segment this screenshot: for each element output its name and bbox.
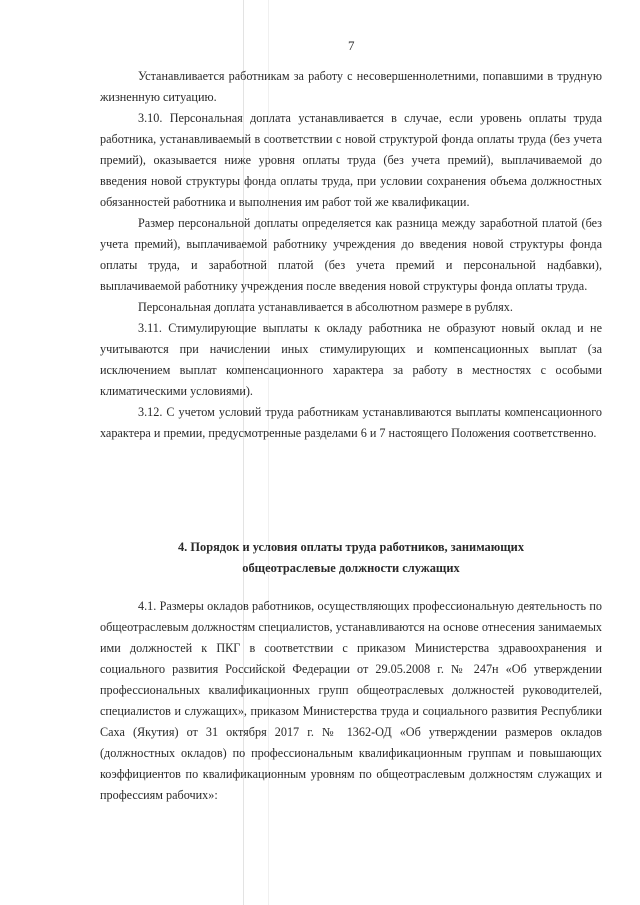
paragraph-3-11: 3.11. Стимулирующие выплаты к окладу работника не образуют новый оклад и не учитываются при начислении иных стимулирующих и компенсационных выплат (за исключением выплат компенсационного характера за работу в местностях с особыми климатическими условиями).	[100, 321, 602, 398]
paragraph-absolute-amount: Персональная доплата устанавливается в абсолютном размере в рублях.	[138, 300, 513, 314]
section-title	[100, 537, 602, 579]
body-text-top	[100, 66, 602, 444]
section-title-line-2: общеотраслевые должности служащих	[242, 561, 460, 575]
paragraph-3-10: 3.10. Персональная доплата устанавливается в случае, если уровень оплаты труда работника, устанавливаемый в соответствии с новой структурой фонда оплаты труда (без учета премий), оказывается ниже уровня оплаты труда (без учета премий), выплачиваемой до введения новой структуры фонда оплаты труда, при условии сохранения объема должностных обязанностей работника и выполнения им работ той же квалификации.	[100, 111, 602, 209]
page-number: 7	[348, 38, 355, 53]
section-title-line-1: 4. Порядок и условия оплаты труда работников, занимающих	[177, 540, 525, 554]
paragraph-minors: Устанавливается работникам за работу с несовершеннолетними, попавшими в трудную жизненную ситуацию.	[100, 69, 602, 104]
paragraph-4-1: 4.1. Размеры окладов работников, осуществляющих профессиональную деятельность по общеотраслевым должностям специалистов, устанавливаются на основе отнесения занимаемых ими должностей к ПКГ в соответствии с приказом Министерства здравоохранения и социального развития Российской Федерации от 29.05.2008 г. № 247н «Об утверждении профессиональных квалификационных групп общеотраслевых должностей руководителей, специалистов и служащих», приказом Министерства труда и социального развития Республики Саха (Якутия) от 31 октября 2017 г. № 1362-ОД «Об утверждении размеров окладов (должностных окладов) по профессиональным квалификационным группам и повышающих коэффициентов по квалификационным уровням по общеотраслевым должностям служащих и профессиям рабочих»:	[100, 599, 602, 802]
paragraph-3-12: 3.12. С учетом условий труда работникам устанавливаются выплаты компенсационного характера и премии, предусмотренные разделами 6 и 7 настоящего Положения соответственно.	[100, 405, 602, 440]
paragraph-personal-allowance-size: Размер персональной доплаты определяется как разница между заработной платой (без учета премий), выплачиваемой работнику учреждения до введения новой структуры фонда оплаты труда, и заработной платой (без учета премий и персональной надбавки), выплачиваемой работнику учреждения после введения новой структуры фонда оплаты труда.	[100, 216, 602, 293]
body-text-bottom	[100, 596, 602, 806]
